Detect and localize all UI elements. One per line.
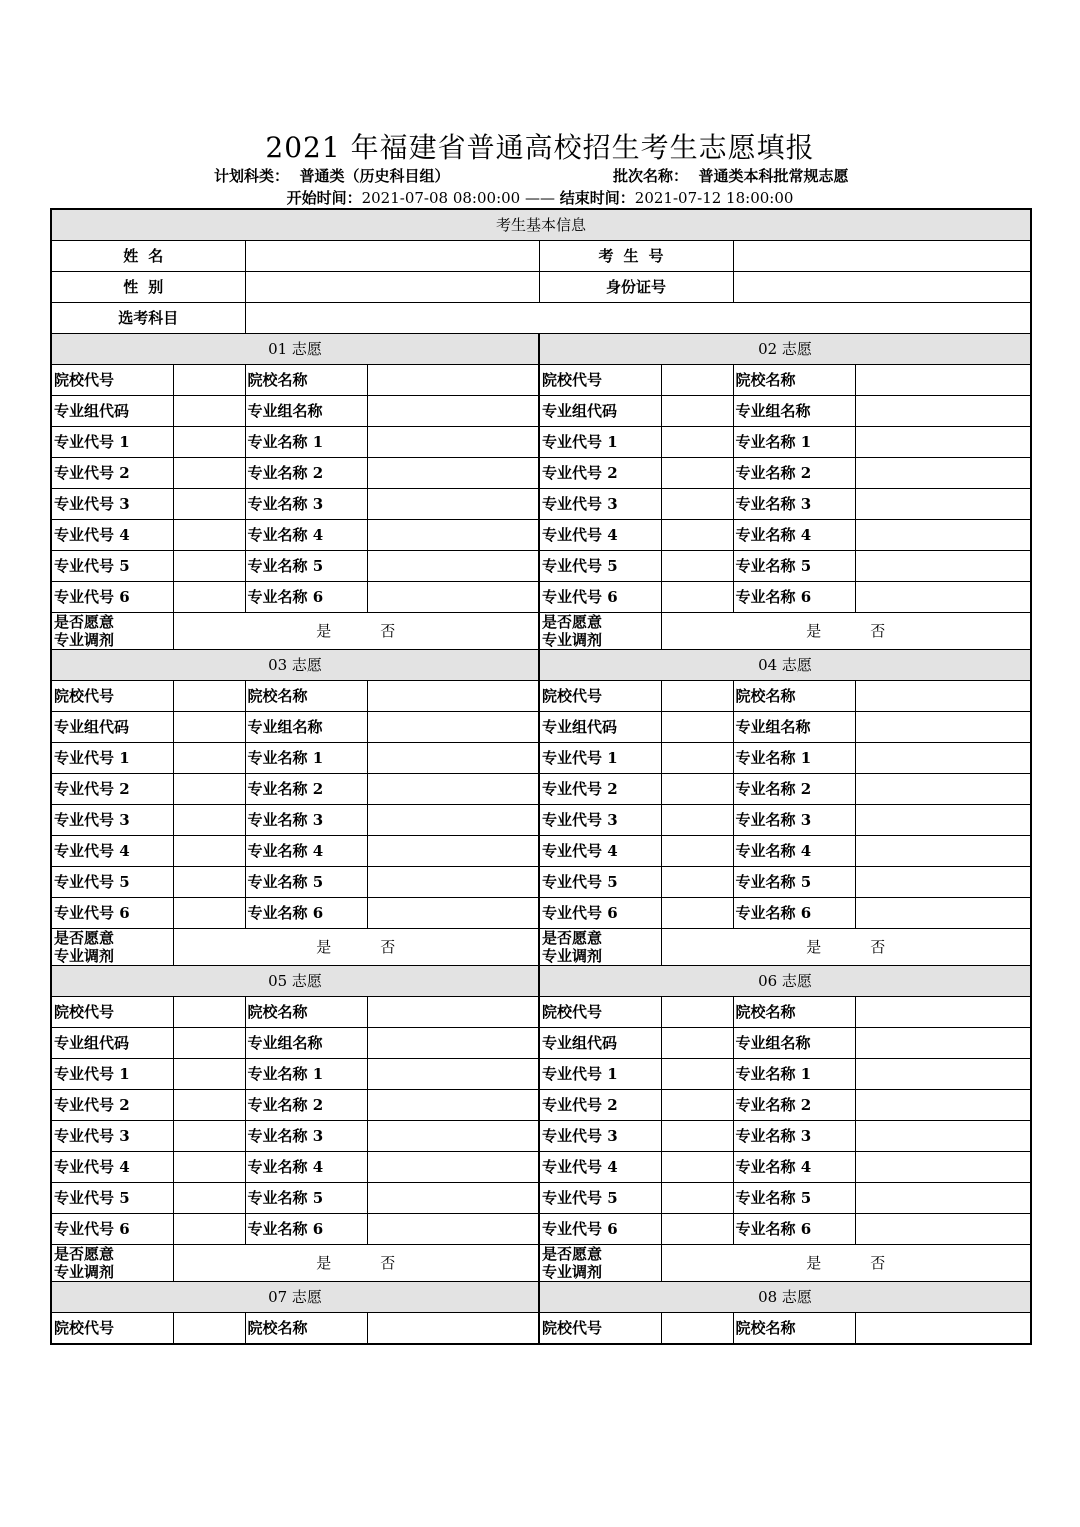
major-name-label: 专业名称 6 [245,1214,367,1245]
group-name-label: 专业组名称 [245,712,367,743]
major-name-label: 专业名称 1 [245,1059,367,1090]
adjustment-label [539,613,661,650]
plan-category [214,166,449,186]
major-code-field[interactable] [661,1059,733,1090]
major-name-field[interactable] [367,1059,539,1090]
major-code-label: 专业代号 3 [539,1121,661,1152]
start-label: 开始时间： [286,189,362,207]
adjustment-label [51,613,173,650]
major-name-label: 专业名称 6 [245,582,367,613]
major-code-label: 专业代号 3 [51,1121,173,1152]
time-dash: —— [525,189,555,207]
major-code-label: 专业代号 4 [51,836,173,867]
group-name-field[interactable] [855,712,1031,743]
major-name-field[interactable] [367,805,539,836]
major-code-label: 专业代号 6 [539,1214,661,1245]
group-code-field[interactable] [173,396,245,427]
school-name-field[interactable] [855,997,1031,1028]
choice-header: 01 志愿 [51,334,539,365]
end-value: 2021-07-12 18:00:00 [634,189,794,207]
school-name-label: 院校名称 [245,681,367,712]
school-name-field[interactable] [855,681,1031,712]
major-name-field[interactable] [855,520,1031,551]
group-name-label: 专业组名称 [733,712,855,743]
adjustment-yes-option[interactable]: 是 [806,938,822,956]
group-code-label: 专业组代码 [539,396,661,427]
major-name-field[interactable] [367,1090,539,1121]
major-code-label: 专业代号 6 [539,582,661,613]
major-code-label: 专业代号 4 [51,520,173,551]
major-name-label: 专业名称 3 [245,489,367,520]
adjustment-options [661,929,1031,966]
major-code-field[interactable] [661,458,733,489]
subjects-label: 选考科目 [51,303,245,334]
major-name-label: 专业名称 5 [733,1183,855,1214]
adjustment-no-option[interactable]: 否 [380,1254,396,1272]
major-name-field[interactable] [855,1183,1031,1214]
major-code-field[interactable] [661,1090,733,1121]
school-name-label: 院校名称 [245,365,367,396]
start-value: 2021-07-08 08:00:00 [361,189,521,207]
major-name-label: 专业名称 1 [245,743,367,774]
group-code-field[interactable] [173,1028,245,1059]
end-label: 结束时间： [559,189,635,207]
major-code-label: 专业代号 6 [51,898,173,929]
plan-value: 普通类（历史科目组） [299,167,450,185]
major-name-label: 专业名称 4 [245,836,367,867]
major-name-label: 专业名称 4 [245,520,367,551]
major-code-label: 专业代号 5 [539,867,661,898]
major-name-label: 专业名称 4 [733,836,855,867]
major-name-label: 专业名称 4 [245,1152,367,1183]
adjustment-no-option[interactable]: 否 [870,622,886,640]
major-code-label: 专业代号 2 [539,458,661,489]
batch-label: 批次名称： [613,167,689,185]
group-name-field[interactable] [367,712,539,743]
adjustment-yes-option[interactable]: 是 [316,622,332,640]
major-code-field[interactable] [173,805,245,836]
school-code-field[interactable] [661,1313,733,1345]
adjustment-no-option[interactable]: 否 [870,938,886,956]
major-code-field[interactable] [173,1059,245,1090]
major-code-label: 专业代号 2 [51,1090,173,1121]
major-code-label: 专业代号 1 [51,1059,173,1090]
major-code-field[interactable] [173,1152,245,1183]
adjustment-options [173,1245,539,1282]
school-code-label: 院校代号 [539,1313,661,1345]
major-name-label: 专业名称 2 [245,774,367,805]
major-code-field[interactable] [661,489,733,520]
major-code-label: 专业代号 3 [51,489,173,520]
major-name-label: 专业名称 2 [245,458,367,489]
adjustment-label-line2: 专业调剂 [542,947,603,965]
major-code-label: 专业代号 4 [51,1152,173,1183]
adjustment-yes-option[interactable]: 是 [806,1254,822,1272]
major-code-field[interactable] [173,836,245,867]
major-code-label: 专业代号 2 [539,1090,661,1121]
adjustment-label-line2: 专业调剂 [542,631,603,649]
adjustment-no-option[interactable]: 否 [380,938,396,956]
major-code-field[interactable] [661,582,733,613]
id-number-label: 身份证号 [539,272,733,303]
major-code-field[interactable] [661,743,733,774]
school-code-label: 院校代号 [51,997,173,1028]
major-code-field[interactable] [173,774,245,805]
major-code-label: 专业代号 1 [539,1059,661,1090]
school-name-field[interactable] [855,365,1031,396]
adjustment-label-line1: 是否愿意 [54,1245,115,1263]
major-code-label: 专业代号 3 [539,489,661,520]
major-code-field[interactable] [173,458,245,489]
choice-header: 03 志愿 [51,650,539,681]
school-code-field[interactable] [661,997,733,1028]
adjustment-label [539,1245,661,1282]
major-name-field[interactable] [855,774,1031,805]
major-code-label: 专业代号 4 [539,1152,661,1183]
major-name-field[interactable] [855,427,1031,458]
major-name-label: 专业名称 5 [733,551,855,582]
school-code-field[interactable] [173,681,245,712]
adjustment-label-line1: 是否愿意 [542,1245,603,1263]
school-code-label: 院校代号 [51,1313,173,1345]
major-name-label: 专业名称 2 [245,1090,367,1121]
group-code-field[interactable] [661,1028,733,1059]
major-name-field[interactable] [367,1183,539,1214]
school-code-field[interactable] [173,365,245,396]
major-code-field[interactable] [173,743,245,774]
major-code-field[interactable] [661,551,733,582]
school-code-label: 院校代号 [539,997,661,1028]
major-name-field[interactable] [855,805,1031,836]
group-name-label: 专业组名称 [245,396,367,427]
page-title: 2021 年福建省普通高校招生考生志愿填报 [265,131,815,164]
application-form [50,208,1032,1345]
major-code-field[interactable] [173,582,245,613]
adjustment-label-line1: 是否愿意 [54,929,115,947]
major-name-label: 专业名称 6 [733,898,855,929]
major-code-label: 专业代号 1 [51,743,173,774]
group-code-label: 专业组代码 [51,712,173,743]
group-name-field[interactable] [367,396,539,427]
school-code-label: 院校代号 [539,681,661,712]
school-code-label: 院校代号 [51,365,173,396]
group-code-field[interactable] [661,396,733,427]
major-name-field[interactable] [855,489,1031,520]
school-name-label: 院校名称 [245,997,367,1028]
major-code-label: 专业代号 2 [51,458,173,489]
major-name-field[interactable] [855,898,1031,929]
group-name-field[interactable] [855,396,1031,427]
major-name-field[interactable] [367,836,539,867]
major-name-field[interactable] [367,743,539,774]
major-code-field[interactable] [173,1090,245,1121]
school-code-label: 院校代号 [51,681,173,712]
group-name-field[interactable] [855,1028,1031,1059]
major-code-field[interactable] [661,1121,733,1152]
plan-label: 计划科类： [214,167,290,185]
major-name-label: 专业名称 5 [245,1183,367,1214]
major-code-label: 专业代号 5 [51,867,173,898]
major-name-field[interactable] [367,1214,539,1245]
group-name-label: 专业组名称 [733,396,855,427]
group-name-label: 专业组名称 [245,1028,367,1059]
major-name-label: 专业名称 1 [733,1059,855,1090]
major-name-label: 专业名称 6 [733,582,855,613]
major-name-field[interactable] [367,427,539,458]
major-code-field[interactable] [661,520,733,551]
school-code-field[interactable] [173,1313,245,1345]
major-name-label: 专业名称 3 [245,1121,367,1152]
major-code-field[interactable] [173,1214,245,1245]
adjustment-no-option[interactable]: 否 [870,1254,886,1272]
major-name-field[interactable] [367,458,539,489]
adjustment-options [661,613,1031,650]
major-name-label: 专业名称 5 [733,867,855,898]
school-name-field[interactable] [367,1313,539,1345]
major-name-field[interactable] [367,582,539,613]
batch-name [613,166,848,186]
adjustment-label-line1: 是否愿意 [542,929,603,947]
school-name-label: 院校名称 [733,681,855,712]
adjustment-options [173,613,539,650]
major-name-label: 专业名称 6 [733,1214,855,1245]
major-code-field[interactable] [661,1183,733,1214]
major-name-field[interactable] [367,489,539,520]
major-code-label: 专业代号 2 [51,774,173,805]
group-code-label: 专业组代码 [539,1028,661,1059]
major-name-label: 专业名称 6 [245,898,367,929]
major-code-field[interactable] [173,520,245,551]
adjustment-label-line1: 是否愿意 [542,613,603,631]
school-name-field[interactable] [367,997,539,1028]
group-code-label: 专业组代码 [539,712,661,743]
major-name-field[interactable] [367,551,539,582]
major-name-field[interactable] [855,836,1031,867]
school-name-field[interactable] [367,365,539,396]
adjustment-label-line2: 专业调剂 [54,1263,115,1281]
choice-header: 06 志愿 [539,966,1031,997]
major-name-label: 专业名称 3 [733,805,855,836]
major-name-label: 专业名称 1 [733,427,855,458]
choice-header: 08 志愿 [539,1282,1031,1313]
major-name-label: 专业名称 1 [245,427,367,458]
major-name-field[interactable] [367,898,539,929]
adjustment-label [539,929,661,966]
choice-header: 02 志愿 [539,334,1031,365]
name-label: 姓名 [51,241,245,272]
adjustment-label-line2: 专业调剂 [54,631,115,649]
major-code-label: 专业代号 1 [539,743,661,774]
major-name-label: 专业名称 5 [245,551,367,582]
major-name-label: 专业名称 4 [733,520,855,551]
major-name-field[interactable] [367,1121,539,1152]
school-name-label: 院校名称 [733,997,855,1028]
major-code-label: 专业代号 5 [51,1183,173,1214]
adjustment-label-line2: 专业调剂 [542,1263,603,1281]
school-code-field[interactable] [661,681,733,712]
adjustment-label-line2: 专业调剂 [54,947,115,965]
group-code-field[interactable] [661,712,733,743]
major-code-field[interactable] [173,867,245,898]
school-name-label: 院校名称 [733,365,855,396]
school-code-label: 院校代号 [539,365,661,396]
major-name-label: 专业名称 1 [733,743,855,774]
adjustment-options [173,929,539,966]
major-code-label: 专业代号 5 [539,1183,661,1214]
major-name-field[interactable] [855,1059,1031,1090]
major-code-field[interactable] [661,774,733,805]
major-code-field[interactable] [173,898,245,929]
major-name-field[interactable] [855,582,1031,613]
major-name-label: 专业名称 3 [245,805,367,836]
major-code-label: 专业代号 6 [51,582,173,613]
major-name-label: 专业名称 5 [245,867,367,898]
major-code-field[interactable] [173,427,245,458]
subjects-field[interactable] [245,303,1031,334]
major-name-label: 专业名称 3 [733,489,855,520]
school-code-field[interactable] [661,365,733,396]
major-code-field[interactable] [661,898,733,929]
major-code-label: 专业代号 1 [51,427,173,458]
name-field[interactable] [245,241,539,272]
major-code-field[interactable] [661,427,733,458]
gender-label: 性别 [51,272,245,303]
major-name-field[interactable] [855,1152,1031,1183]
basic-info-header: 考生基本信息 [51,209,1031,241]
school-code-field[interactable] [173,997,245,1028]
group-code-label: 专业组代码 [51,1028,173,1059]
major-code-field[interactable] [173,1121,245,1152]
exam-number-label: 考生号 [539,241,733,272]
major-code-label: 专业代号 5 [539,551,661,582]
group-code-field[interactable] [173,712,245,743]
major-name-field[interactable] [855,1214,1031,1245]
major-name-label: 专业名称 2 [733,458,855,489]
group-name-field[interactable] [367,1028,539,1059]
major-code-field[interactable] [173,1183,245,1214]
major-code-field[interactable] [661,1152,733,1183]
major-name-label: 专业名称 2 [733,1090,855,1121]
major-name-field[interactable] [367,1152,539,1183]
school-name-field[interactable] [855,1313,1031,1345]
choice-header: 07 志愿 [51,1282,539,1313]
time-range [0,188,1080,208]
school-name-label: 院校名称 [733,1313,855,1345]
major-name-field[interactable] [855,551,1031,582]
major-name-field[interactable] [855,743,1031,774]
school-name-label: 院校名称 [245,1313,367,1345]
major-name-field[interactable] [855,1090,1031,1121]
major-name-field[interactable] [367,867,539,898]
major-name-field[interactable] [855,867,1031,898]
adjustment-options [661,1245,1031,1282]
choice-header: 05 志愿 [51,966,539,997]
adjustment-label-line1: 是否愿意 [54,613,115,631]
major-code-label: 专业代号 4 [539,836,661,867]
adjustment-yes-option[interactable]: 是 [806,622,822,640]
batch-value: 普通类本科批常规志愿 [698,167,849,185]
major-name-field[interactable] [367,520,539,551]
major-name-label: 专业名称 3 [733,1121,855,1152]
adjustment-label [51,1245,173,1282]
major-code-label: 专业代号 6 [51,1214,173,1245]
major-code-label: 专业代号 2 [539,774,661,805]
adjustment-no-option[interactable]: 否 [380,622,396,640]
major-code-label: 专业代号 4 [539,520,661,551]
group-name-label: 专业组名称 [733,1028,855,1059]
major-name-field[interactable] [855,458,1031,489]
major-code-field[interactable] [173,489,245,520]
major-code-label: 专业代号 1 [539,427,661,458]
major-code-label: 专业代号 3 [539,805,661,836]
major-name-label: 专业名称 4 [733,1152,855,1183]
exam-number-field[interactable] [733,241,1031,272]
major-name-field[interactable] [367,774,539,805]
group-code-label: 专业组代码 [51,396,173,427]
major-code-label: 专业代号 6 [539,898,661,929]
major-code-field[interactable] [661,805,733,836]
adjustment-label [51,929,173,966]
major-code-field[interactable] [173,551,245,582]
major-name-field[interactable] [855,1121,1031,1152]
major-code-label: 专业代号 3 [51,805,173,836]
id-number-field[interactable] [733,272,1031,303]
choice-header: 04 志愿 [539,650,1031,681]
major-code-field[interactable] [661,1214,733,1245]
major-code-field[interactable] [661,836,733,867]
school-name-field[interactable] [367,681,539,712]
gender-field[interactable] [245,272,539,303]
adjustment-yes-option[interactable]: 是 [316,938,332,956]
major-name-label: 专业名称 2 [733,774,855,805]
major-code-label: 专业代号 5 [51,551,173,582]
adjustment-yes-option[interactable]: 是 [316,1254,332,1272]
major-code-field[interactable] [661,867,733,898]
